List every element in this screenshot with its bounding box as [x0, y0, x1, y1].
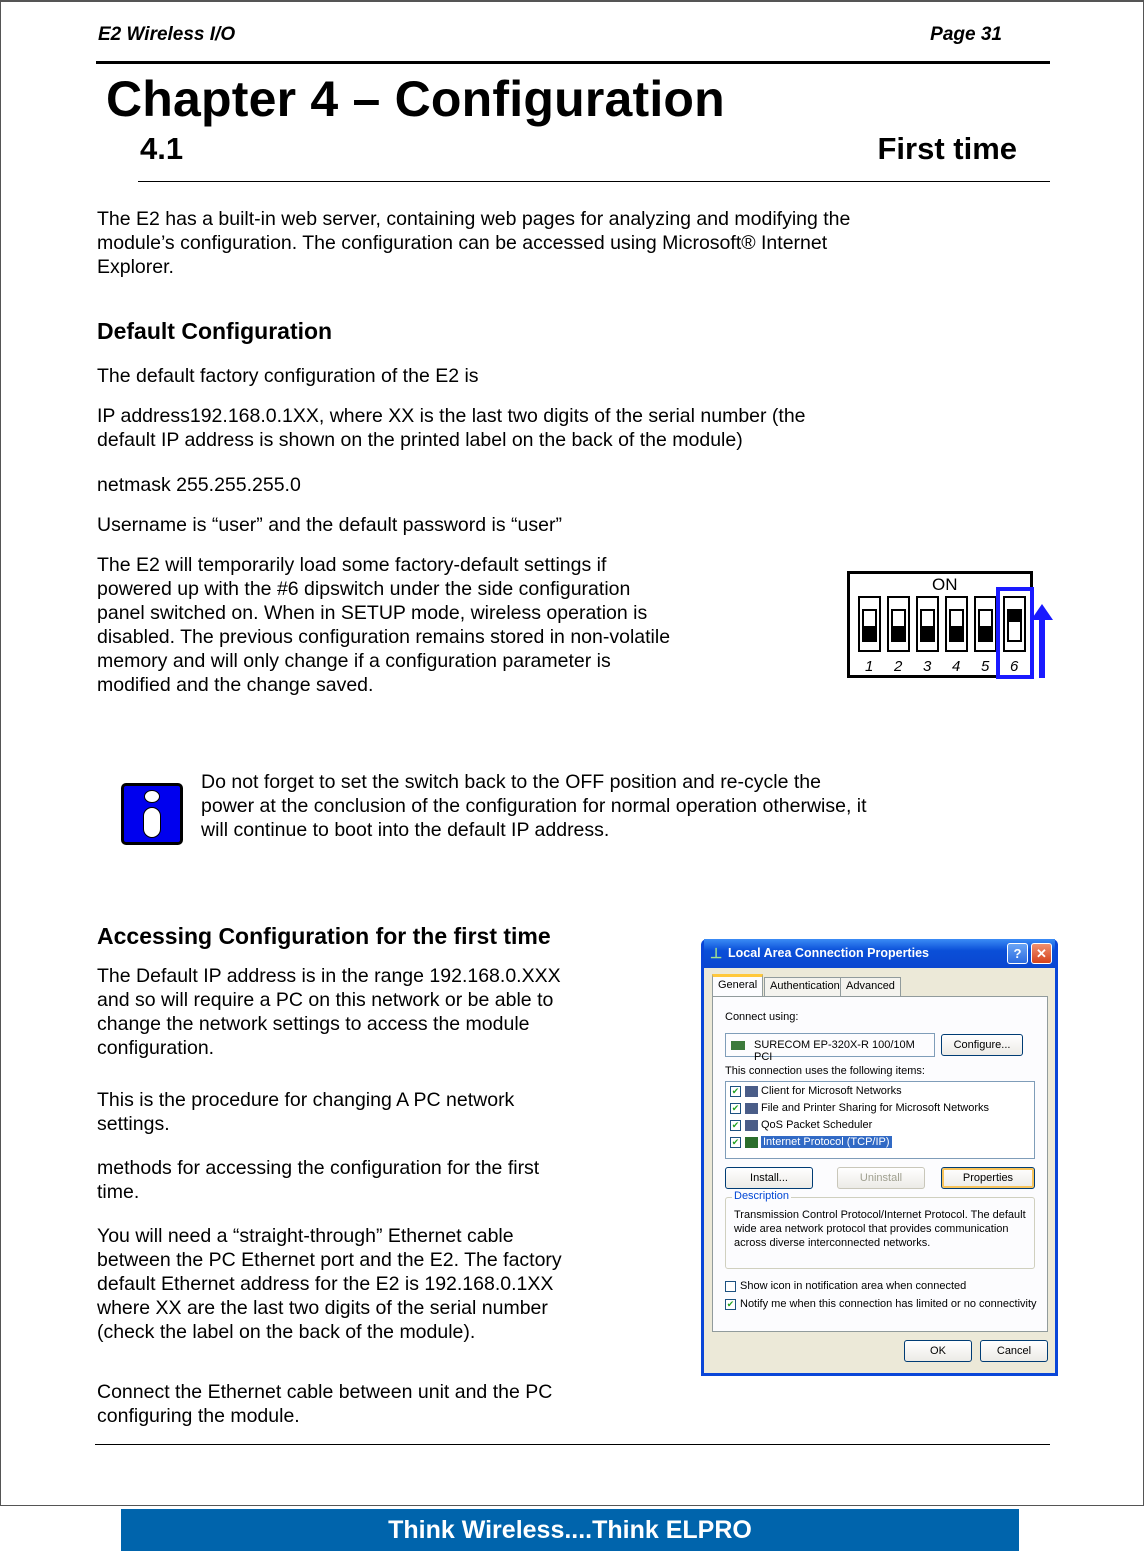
accessing-paragraph-3 [97, 1156, 539, 1204]
netmask-text: netmask 255.255.255.0 [97, 474, 301, 496]
switch-number: 1 [865, 658, 874, 675]
accessing-paragraph-2 [97, 1088, 514, 1136]
description-group [725, 1190, 1035, 1269]
text-line: This is the procedure for changing A PC network [97, 1089, 515, 1111]
description-text: Transmission Control Protocol/Internet Protocol. The default wide area network protocol that provides communication across diverse interconnected networks. [734, 1209, 1026, 1249]
qos-icon [745, 1120, 758, 1131]
list-item[interactable] [730, 1085, 902, 1101]
components-list [725, 1081, 1035, 1159]
item-label: QoS Packet Scheduler [761, 1119, 873, 1131]
section-heading [138, 129, 1050, 182]
text-line: change the network settings to access the module [97, 1013, 530, 1035]
dialog-titlebar [704, 939, 1055, 968]
text-line: IP address192.168.0.1XX, where XX is the last two digits of the serial number (the [97, 405, 806, 427]
switch-number: 4 [952, 658, 961, 675]
text-line: power at the conclusion of the configuration for normal operation otherwise, it [201, 795, 867, 817]
item-label: File and Printer Sharing for Microsoft Networks [761, 1102, 990, 1114]
chapter-title: Chapter 4 – Configuration [106, 71, 725, 127]
text-line: memory and will only change if a configuration parameter is [97, 650, 611, 672]
item-label: Internet Protocol (TCP/IP) [763, 1136, 890, 1148]
page-number: Page 31 [930, 24, 1002, 45]
checkbox[interactable]: ✔ [731, 1136, 740, 1147]
notify-option[interactable] [725, 1298, 1037, 1310]
text-line: The Default IP address is in the range 192.168.0.XXX [97, 965, 561, 987]
lan-properties-dialog [701, 939, 1058, 1376]
list-item[interactable] [730, 1102, 989, 1118]
intro-paragraph [97, 207, 850, 279]
option-label: Show icon in notification area when connected [740, 1280, 967, 1292]
accessing-paragraph-4 [97, 1224, 562, 1344]
switch-number: 5 [981, 658, 990, 675]
dipswitch-4 [945, 596, 968, 652]
text-line: Explorer. [97, 256, 174, 278]
file-sharing-icon [745, 1103, 758, 1114]
adapter-field [725, 1033, 935, 1063]
text-line: default Ethernet address for the E2 is 192.168.0.1XX [97, 1273, 554, 1295]
notify-checkbox[interactable]: ✔ [726, 1298, 735, 1309]
accessing-paragraph-1 [97, 964, 561, 1060]
checkbox[interactable]: ✔ [731, 1085, 740, 1096]
option-label: Notify me when this connection has limited or no connectivity [740, 1298, 1037, 1310]
running-header [96, 24, 1050, 64]
text-line: time. [97, 1181, 140, 1203]
credentials-text: Username is “user” and the default password is “user” [97, 514, 562, 536]
text-line: You will need a “straight-through” Ethernet cable [97, 1225, 514, 1247]
default-config-intro: The default factory configuration of the E2 is [97, 365, 479, 387]
text-line: and so will require a PC on this network or be able to [97, 989, 554, 1011]
text-line: The E2 has a built-in web server, containing web pages for analyzing and modifying the [97, 208, 851, 230]
text-line: (check the label on the back of the module). [97, 1321, 476, 1343]
arrow-up-icon [1031, 604, 1053, 678]
general-panel [712, 996, 1048, 1332]
cancel-button[interactable]: Cancel [980, 1340, 1048, 1362]
text-line: panel switched on. When in SETUP mode, wireless operation is [97, 602, 648, 624]
accessing-paragraph-5 [97, 1380, 552, 1428]
info-icon [121, 783, 183, 845]
item-label: Client for Microsoft Networks [761, 1085, 902, 1097]
dialog-body [704, 968, 1055, 1373]
bottom-rule [95, 1444, 1050, 1445]
list-item[interactable] [730, 1119, 872, 1135]
text-line: will continue to boot into the default IP address. [201, 819, 610, 841]
switch-number: 3 [923, 658, 932, 675]
text-line: Do not forget to set the switch back to the OFF position and re-cycle the [201, 771, 821, 793]
dipswitch-1 [858, 596, 881, 652]
dipswitch-2 [887, 596, 910, 652]
note-text [201, 770, 867, 842]
dipswitch-paragraph [97, 553, 670, 697]
text-line: powered up with the #6 dipswitch under the side configuration [97, 578, 631, 600]
tab-general[interactable]: General [712, 974, 763, 997]
default-config-heading: Default Configuration [97, 318, 333, 344]
help-button[interactable]: ? [1007, 943, 1028, 964]
text-line: configuring the module. [97, 1405, 300, 1427]
dipswitch-figure [847, 571, 1033, 678]
text-line: disabled. The previous configuration remains stored in non-volatile [97, 626, 671, 648]
switch-number: 2 [894, 658, 903, 675]
show-icon-checkbox[interactable] [725, 1281, 736, 1292]
tab-advanced[interactable]: Advanced [840, 977, 901, 996]
network-icon: ⊥ [710, 945, 723, 961]
switch-6-highlight [996, 587, 1034, 679]
connect-using-label: Connect using: [725, 1011, 799, 1023]
text-line: modified and the change saved. [97, 674, 374, 696]
text-line: configuration. [97, 1037, 215, 1059]
dipswitch-3 [916, 596, 939, 652]
text-line: default IP address is shown on the printed label on the back of the module) [97, 429, 743, 451]
section-title: First time [877, 131, 1017, 166]
text-line: between the PC Ethernet port and the E2. The factory [97, 1249, 562, 1271]
close-button[interactable]: ✕ [1031, 943, 1052, 964]
items-label: This connection uses the following items: [725, 1065, 925, 1077]
section-number: 4.1 [140, 131, 184, 166]
show-icon-option[interactable] [725, 1280, 966, 1292]
list-item-selected[interactable] [730, 1136, 892, 1152]
ok-button[interactable]: OK [904, 1340, 972, 1362]
protocol-icon [745, 1137, 758, 1148]
dialog-title: Local Area Connection Properties [728, 946, 929, 960]
text-line: Connect the Ethernet cable between unit and the PC [97, 1381, 553, 1403]
description-legend: Description [734, 1190, 790, 1202]
client-icon [745, 1086, 758, 1097]
on-label: ON [932, 575, 958, 594]
switch-number: 6 [1010, 658, 1019, 675]
text-line: settings. [97, 1113, 170, 1135]
adapter-name: SURECOM EP-320X-R 100/10M PCI [754, 1039, 915, 1063]
text-line: methods for accessing the configuration for the first [97, 1157, 540, 1179]
accessing-heading: Accessing Configuration for the first time [97, 923, 551, 949]
text-line: The E2 will temporarily load some factory-default settings if [97, 554, 607, 576]
install-button[interactable]: Install... [725, 1167, 813, 1189]
text-line: where XX are the last two digits of the serial number [97, 1297, 548, 1319]
footer-banner: Think Wireless....Think ELPRO [121, 1509, 1019, 1551]
tab-authentication[interactable]: Authentication [764, 977, 846, 996]
doc-title: E2 Wireless I/O [98, 24, 236, 45]
dipswitch-5 [974, 596, 997, 652]
properties-button[interactable]: Properties [941, 1167, 1035, 1189]
checkbox[interactable]: ✔ [731, 1102, 740, 1113]
uninstall-button[interactable]: Uninstall [837, 1167, 925, 1189]
ip-address-paragraph [97, 404, 806, 452]
text-line: module’s configuration. The configuration can be accessed using Microsoft® Internet [97, 232, 828, 254]
checkbox[interactable]: ✔ [731, 1119, 740, 1130]
configure-button[interactable]: Configure... [941, 1034, 1023, 1056]
network-card-icon [731, 1041, 745, 1050]
